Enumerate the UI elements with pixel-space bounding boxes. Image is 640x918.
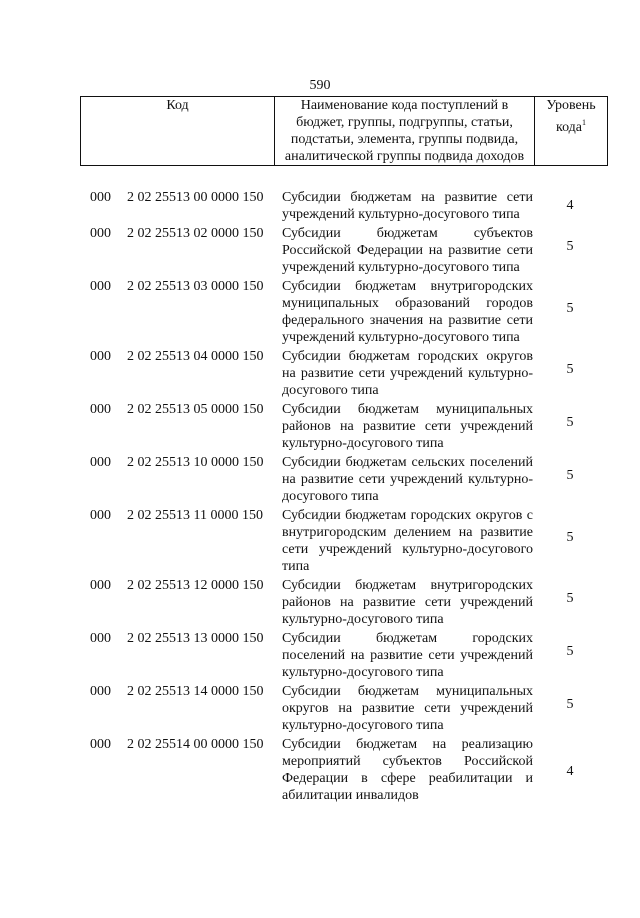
table-row [0,630,640,681]
table-row [0,683,640,734]
code-level: 5 [566,697,574,712]
revenue-code: 2 02 25514 00 0000 150 [127,737,264,752]
admin-code: 000 [90,402,111,417]
admin-code: 000 [90,190,111,205]
header-level-label: Уровень кода [546,98,596,135]
code-level: 4 [566,764,574,779]
table-row [0,736,640,804]
revenue-code: 2 02 25513 03 0000 150 [127,279,264,294]
footnote-mark: 1 [582,118,587,127]
table-row [0,225,640,276]
revenue-name: Субсидии бюджетам городских поселений на развитие сети учреждений культурно-досугового типа [282,631,533,680]
header-code: Код [81,97,275,166]
code-level: 5 [566,301,574,316]
table-row [0,348,640,399]
revenue-code: 2 02 25513 12 0000 150 [127,578,264,593]
revenue-code: 2 02 25513 05 0000 150 [127,402,264,417]
header-name: Наименование кода поступлений в бюджет, группы, подгруппы, статьи, подстатьи, элемента, группы подвида, аналитической группы подвида доходов [275,97,535,166]
revenue-name: Субсидии бюджетам городских округов на развитие сети учреждений культурно-досугового типа [282,349,533,398]
revenue-name: Субсидии бюджетам городских округов с внутригородским делением на развитие сети учреждений культурно-досугового типа [282,508,533,574]
table-row [0,577,640,628]
revenue-name: Субсидии бюджетам на реализацию мероприятий субъектов Российской Федерации в сфере реабилитации и абилитации инвалидов [282,737,533,803]
revenue-code: 2 02 25513 04 0000 150 [127,349,264,364]
admin-code: 000 [90,578,111,593]
admin-code: 000 [90,508,111,523]
revenue-code: 2 02 25513 11 0000 150 [127,508,263,523]
table-row [0,507,640,575]
revenue-code: 2 02 25513 13 0000 150 [127,631,264,646]
header-level [535,97,608,166]
revenue-code: 2 02 25513 02 0000 150 [127,226,264,241]
revenue-name: Субсидии бюджетам сельских поселений на развитие сети учреждений культурно-досугового типа [282,455,533,504]
code-level: 4 [566,198,574,213]
revenue-name: Субсидии бюджетам муниципальных районов на развитие сети учреждений культурно-досугового типа [282,402,533,451]
revenue-code: 2 02 25513 14 0000 150 [127,684,264,699]
revenue-name: Субсидии бюджетам внутригородских районов на развитие сети учреждений культурно-досугового типа [282,578,533,627]
revenue-name: Субсидии бюджетам внутригородских муниципальных образований городов федерального значения на развитие сети учреждений культурно-досугового типа [282,279,533,345]
page-number: 590 [309,78,331,93]
admin-code: 000 [90,226,111,241]
table-row [0,401,640,452]
code-level: 5 [566,415,574,430]
admin-code: 000 [90,684,111,699]
table-body [0,189,640,804]
admin-code: 000 [90,631,111,646]
table-row [0,189,640,223]
admin-code: 000 [90,279,111,294]
table-header [80,96,608,166]
code-level: 5 [566,530,574,545]
code-level: 5 [566,239,574,254]
table-row [0,278,640,346]
revenue-name: Субсидии бюджетам на развитие сети учреждений культурно-досугового типа [282,190,533,222]
table-row [0,454,640,505]
admin-code: 000 [90,455,111,470]
admin-code: 000 [90,349,111,364]
code-level: 5 [566,591,574,606]
code-level: 5 [566,362,574,377]
revenue-name: Субсидии бюджетам субъектов Российской Федерации на развитие сети учреждений культурно-досугового типа [282,226,533,275]
revenue-code: 2 02 25513 10 0000 150 [127,455,264,470]
code-level: 5 [566,644,574,659]
code-level: 5 [566,468,574,483]
revenue-code: 2 02 25513 00 0000 150 [127,190,264,205]
admin-code: 000 [90,737,111,752]
revenue-name: Субсидии бюджетам муниципальных округов на развитие сети учреждений культурно-досугового типа [282,684,533,733]
